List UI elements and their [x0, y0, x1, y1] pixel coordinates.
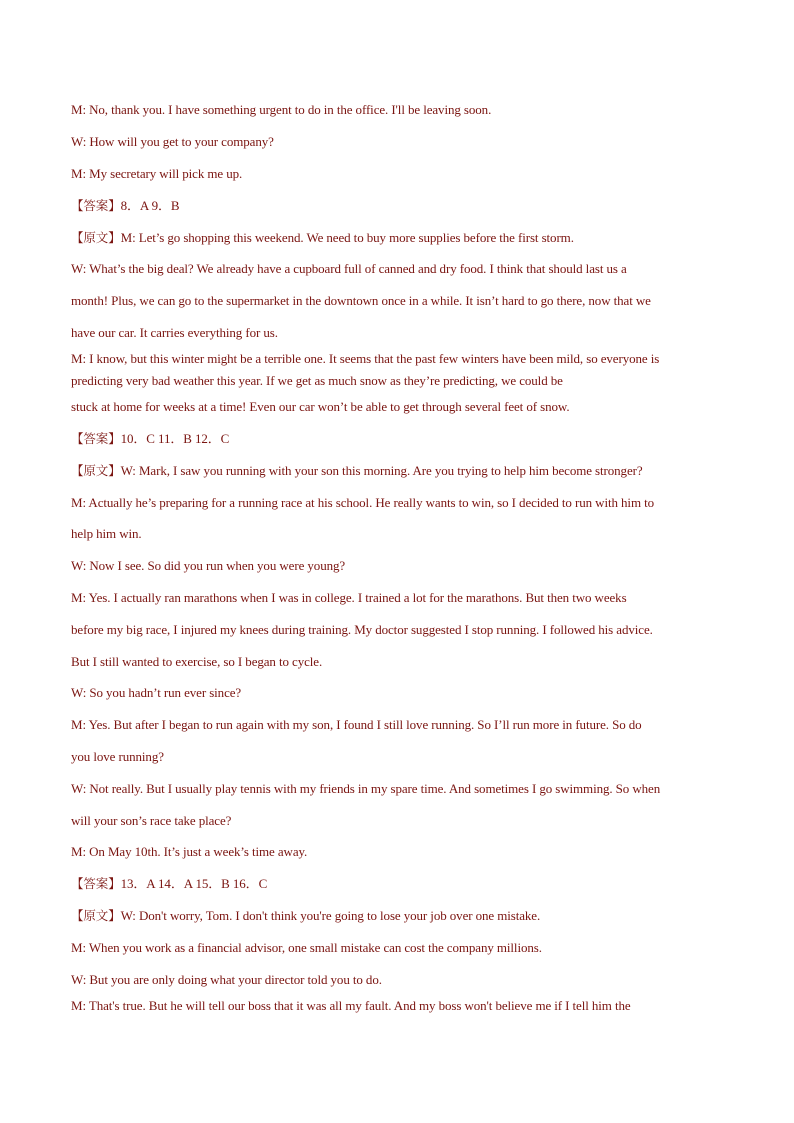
text-line: before my big race, I injured my knees during training. My doctor suggested I stop running. I followed his advice.: [71, 622, 653, 637]
text-line: W: But you are only doing what your director told you to do.: [71, 972, 382, 987]
answer-line: 【答案】10．C 11．B 12．C: [71, 431, 230, 446]
answer-tag: 【答案】: [71, 431, 121, 446]
answer-line: 【答案】13．A 14．A 15．B 16．C: [71, 876, 268, 891]
text-line: W: What’s the big deal? We already have a cupboard full of canned and dry food. I think that should last us a: [71, 261, 627, 276]
transcript-line: 【原文】M: Let’s go shopping this weekend. We need to buy more supplies before the first storm.: [71, 230, 574, 245]
text-line: stuck at home for weeks at a time! Even our car won’t be able to get through several feet of snow.: [71, 399, 570, 414]
text-line: W: Now I see. So did you run when you were young?: [71, 558, 346, 573]
text-line: M: I know, but this winter might be a terrible one. It seems that the past few winters have been mild, so everyone is: [71, 351, 660, 366]
text-line: M: Actually he’s preparing for a running race at his school. He really wants to win, so I decided to run with him to: [71, 495, 655, 510]
text-line: M: That's true. But he will tell our boss that it was all my fault. And my boss won't believe me if I tell him the: [71, 998, 631, 1013]
transcript-line: 【原文】W: Don't worry, Tom. I don't think you're going to lose your job over one mistake.: [71, 908, 541, 923]
transcript-tag: 【原文】: [71, 230, 121, 245]
text-line: M: My secretary will pick me up.: [71, 166, 243, 181]
text-line: M: No, thank you. I have something urgent to do in the office. I'll be leaving soon.: [71, 102, 492, 117]
answer-tag: 【答案】: [71, 876, 121, 891]
text-line: W: Not really. But I usually play tennis with my friends in my spare time. And sometimes I go swimming. So when: [71, 781, 661, 796]
answer-line: 【答案】8．A 9．B: [71, 198, 180, 213]
text-line: have our car. It carries everything for us.: [71, 325, 278, 340]
text-line: month! Plus, we can go to the supermarket in the downtown once in a while. It isn’t hard to go there, now that we: [71, 293, 651, 308]
text-line: will your son’s race take place?: [71, 813, 232, 828]
text-line: M: When you work as a financial advisor, one small mistake can cost the company millions.: [71, 940, 542, 955]
text-line: But I still wanted to exercise, so I began to cycle.: [71, 654, 323, 669]
text-line: W: How will you get to your company?: [71, 134, 274, 149]
text-line: M: On May 10th. It’s just a week’s time away.: [71, 844, 308, 859]
text-line: predicting very bad weather this year. If we get as much snow as they’re predicting, we could be: [71, 373, 563, 388]
transcript-tag: 【原文】: [71, 463, 121, 478]
text-line: M: Yes. I actually ran marathons when I was in college. I trained a lot for the marathons. But then two weeks: [71, 590, 627, 605]
text-line: you love running?: [71, 749, 164, 764]
transcript-tag: 【原文】: [71, 908, 121, 923]
text-line: M: Yes. But after I began to run again with my son, I found I still love running. So I’ll run more in future. So do: [71, 717, 642, 732]
text-line: help him win.: [71, 526, 142, 541]
answer-tag: 【答案】: [71, 198, 121, 213]
transcript-line: 【原文】W: Mark, I saw you running with your son this morning. Are you trying to help him become stronger?: [71, 463, 643, 478]
text-line: W: So you hadn’t run ever since?: [71, 685, 242, 700]
